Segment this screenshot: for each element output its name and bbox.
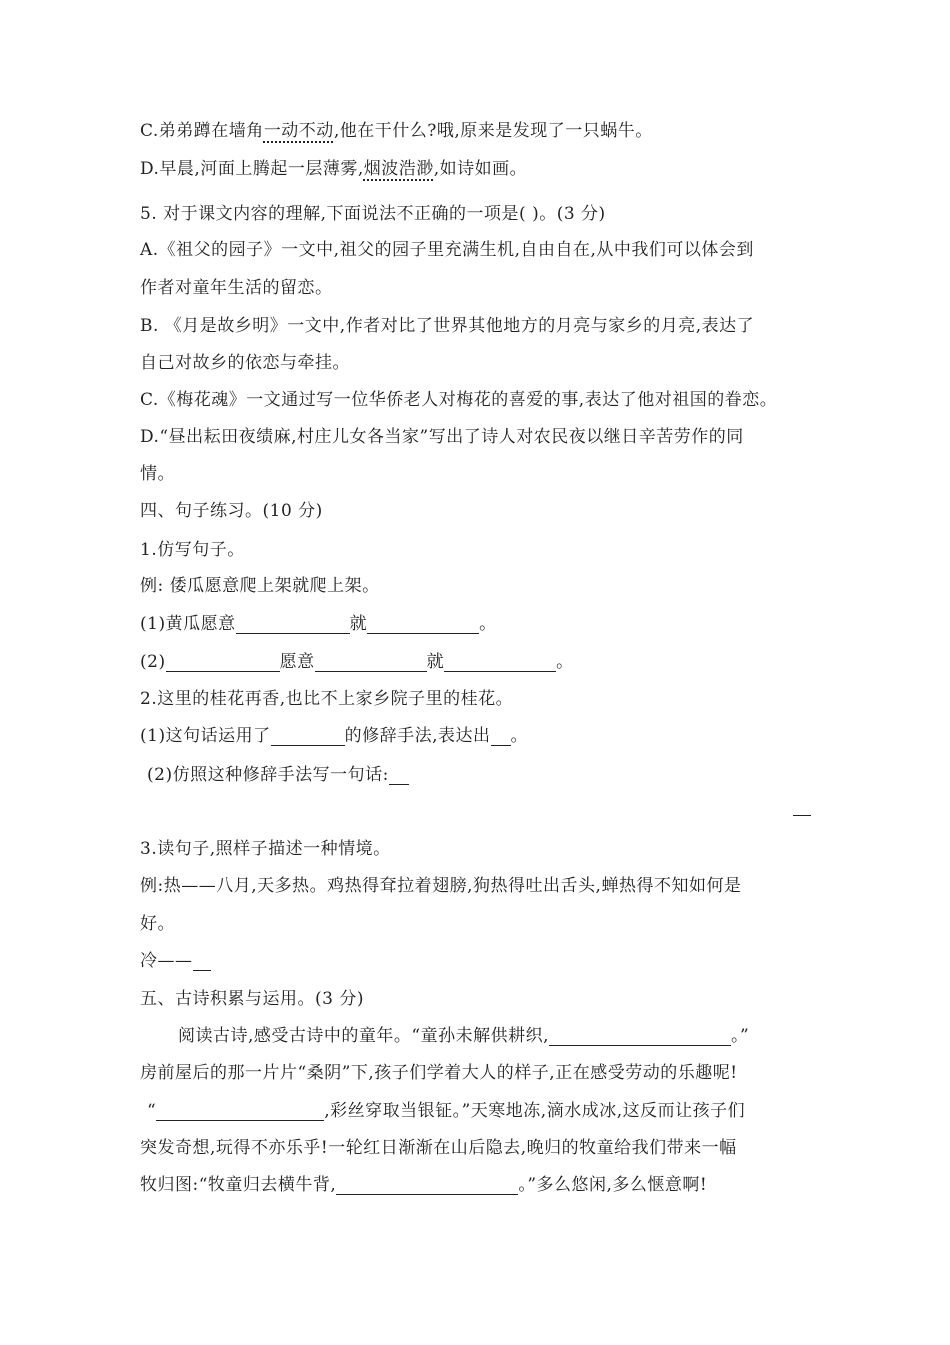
p2-answer-blank-1[interactable] — [166, 653, 280, 672]
q4-c-dotted-phrase: 一动不动 — [263, 121, 334, 141]
q2-2-answer-blank-end[interactable] — [793, 815, 811, 816]
section5-line5 — [140, 1170, 707, 1195]
p2-text-c: 就 — [426, 652, 445, 672]
q2-1-text-c: 。 — [510, 726, 528, 746]
s5-l3-text-a: “ — [147, 1101, 157, 1121]
q4-c-text-post: ,他在干什么?哦,原来是发现了一只蜗牛。 — [333, 121, 653, 141]
section4-q2: 2.这里的桂花再香,也比不上家乡院子里的桂花。 — [140, 689, 514, 709]
q5-option-a-line1: A.《祖父的园子》一文中,祖父的园子里充满生机,自由自在,从中我们可以体会到 — [140, 240, 754, 260]
s5-l3-text-b: ,彩丝穿取当银钲。”天寒地冻,滴水成冰,这反而让孩子们 — [324, 1101, 746, 1121]
section5-line2: 房前屋后的那一片片“桑阴”下,孩子们学着大人的样子,正在感受劳动的乐趣呢! — [140, 1063, 738, 1083]
section4-q3-example-line2: 好。 — [140, 914, 175, 934]
s5-poem-blank-3[interactable] — [336, 1176, 518, 1195]
p2-text-a: (2) — [140, 652, 166, 672]
section5-title: 五、古诗积累与运用。(3 分) — [140, 989, 364, 1009]
q5-stem: 5. 对于课文内容的理解,下面说法不正确的一项是( )。(3 分) — [140, 204, 606, 224]
p1-text-c: 。 — [479, 614, 497, 634]
p1-answer-blank-2[interactable] — [367, 615, 479, 634]
p1-text-b: 就 — [349, 614, 368, 634]
q5-option-a-line2: 作者对童年生活的留恋。 — [140, 278, 333, 298]
p2-text-b: 愿意 — [279, 652, 315, 672]
section4-q1-example: 例: 倭瓜愿意爬上架就爬上架。 — [140, 576, 380, 596]
section4-q2-part1 — [140, 721, 528, 746]
q4-option-c — [140, 116, 653, 141]
p2-text-d: 。 — [556, 652, 574, 672]
p1-answer-blank-1[interactable] — [236, 615, 350, 634]
q4-c-text-pre: C.弟弟蹲在墙角 — [140, 121, 264, 141]
q5-option-b-line1: B. 《月是故乡明》一文中,作者对比了世界其他地方的月亮与家乡的月亮,表达了 — [140, 316, 755, 336]
s5-l1-text-a: 阅读古诗,感受古诗中的童年。“童孙未解供耕织, — [178, 1026, 549, 1046]
q2-1-answer-blank-2[interactable] — [491, 727, 511, 746]
section4-q1: 1.仿写句子。 — [140, 540, 245, 560]
section5-line1 — [178, 1021, 749, 1046]
section4-q1-part1 — [140, 609, 497, 634]
section4-q1-part2 — [140, 647, 574, 672]
q4-d-text-pre: D.早晨,河面上腾起一层薄雾, — [140, 159, 364, 179]
section4-q3-cold — [140, 946, 211, 971]
q4-d-text-post: ,如诗如画。 — [433, 159, 528, 179]
q2-1-text-a: (1)这句话运用了 — [140, 726, 271, 746]
q2-2-answer-blank[interactable] — [389, 766, 409, 785]
q2-1-text-b: 的修辞手法,表达出 — [344, 726, 491, 746]
q5-option-c: C.《梅花魂》一文通过写一位华侨老人对梅花的喜爱的事,表达了他对祖国的眷恋。 — [140, 390, 778, 410]
s5-poem-blank-1[interactable] — [549, 1027, 731, 1046]
section4-q3-example-line1: 例:热——八月,天多热。鸡热得耷拉着翅膀,狗热得吐出舌头,蝉热得不知如何是 — [140, 876, 742, 896]
q4-option-d — [140, 154, 527, 179]
q4-d-dotted-phrase: 烟波浩渺 — [363, 159, 434, 179]
section4-q2-part2 — [147, 760, 409, 785]
s5-l5-text-b: 。”多么悠闲,多么惬意啊! — [518, 1175, 708, 1195]
q3-cold-text: 冷—— — [140, 951, 193, 971]
q5-option-d-line1: D.“昼出耘田夜绩麻,村庄儿女各当家”写出了诗人对农民夜以继日辛苦劳作的同 — [140, 427, 744, 447]
section5-line4: 突发奇想,玩得不亦乐乎!一轮红日渐渐在山后隐去,晚归的牧童给我们带来一幅 — [140, 1138, 737, 1158]
q5-option-b-line2: 自己对故乡的依恋与牵挂。 — [140, 353, 350, 373]
section4-q3: 3.读句子,照样子描述一种情境。 — [140, 839, 391, 859]
section4-title: 四、句子练习。(10 分) — [140, 501, 323, 521]
s5-l1-text-b: 。” — [731, 1026, 750, 1046]
s5-poem-blank-2[interactable] — [156, 1102, 324, 1121]
q2-2-text: (2)仿照这种修辞手法写一句话: — [147, 765, 389, 785]
s5-l5-text-a: 牧归图:“牧童归去横牛背, — [140, 1175, 337, 1195]
section5-line3 — [147, 1096, 745, 1121]
p1-text-a: (1)黄瓜愿意 — [140, 614, 236, 634]
p2-answer-blank-3[interactable] — [444, 653, 556, 672]
q2-1-answer-blank-1[interactable] — [271, 727, 345, 746]
q3-cold-answer-blank[interactable] — [193, 952, 211, 971]
q5-option-d-line2: 情。 — [140, 464, 175, 484]
p2-answer-blank-2[interactable] — [315, 653, 427, 672]
